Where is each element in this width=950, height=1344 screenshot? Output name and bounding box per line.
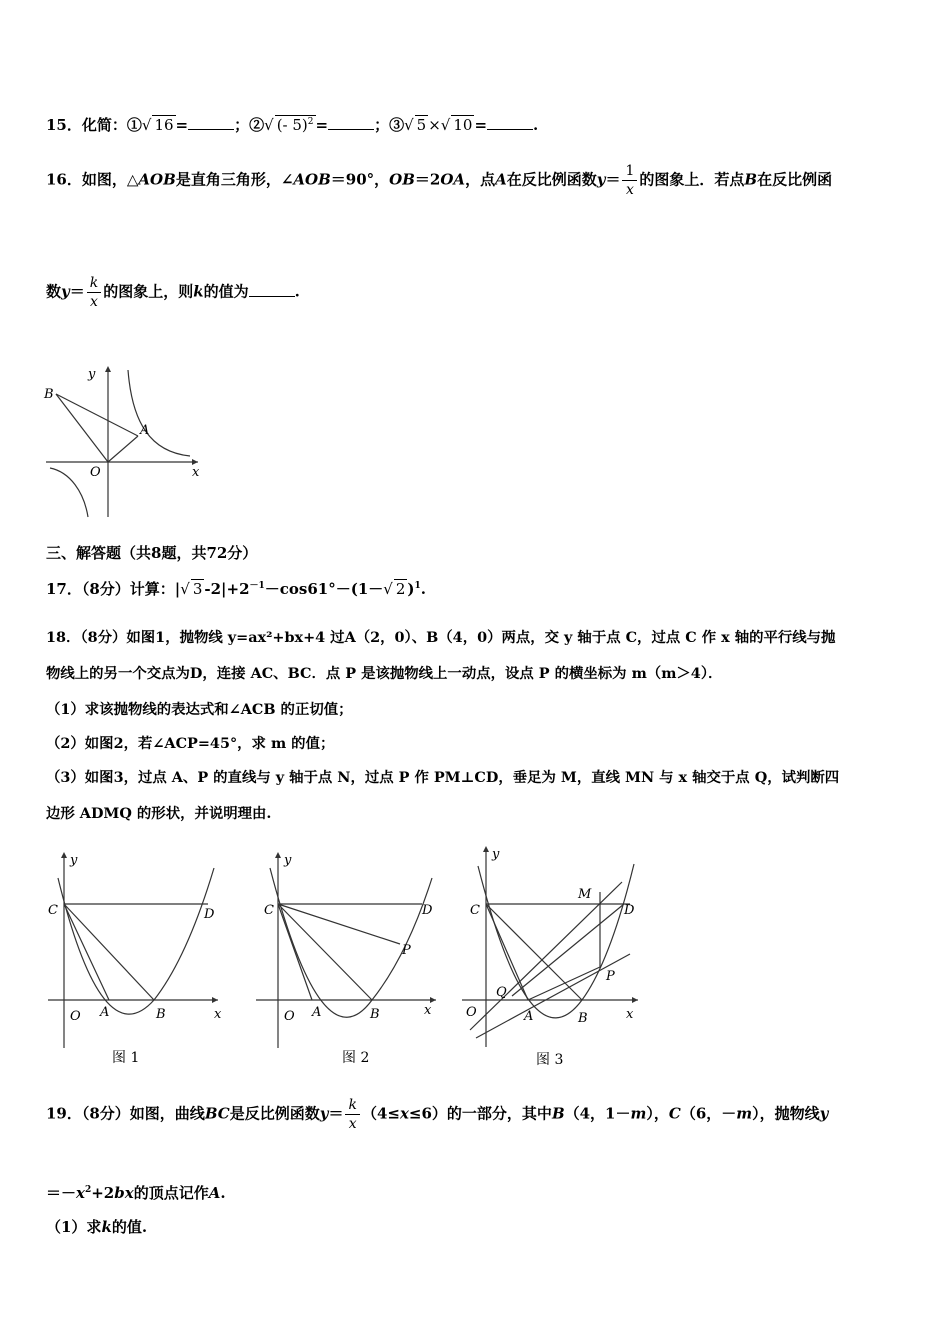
label-c: C [264,903,274,918]
label-b: B [370,1007,380,1022]
caption-figure-1: 图 1 [112,1050,140,1066]
segment-cb [278,904,372,1000]
segment-ca [278,904,312,1000]
segment-ap [528,967,600,1000]
sqrt-16: 16 [154,116,174,134]
sqrt-neg5-squared: (- 5)$^2$ [276,116,314,134]
segment-bo [56,394,108,462]
label-x: x [214,1007,222,1022]
question-19-part-1: （1）求k的值. [46,1218,148,1236]
hyperbola-branch-2 [50,468,88,517]
answer-blank-1 [188,117,234,130]
segment-ba [56,394,138,436]
label-q: Q [496,985,507,1000]
fraction-1-over-x: $\frac{1}{x}$ [622,162,637,199]
label-o: O [466,1005,477,1020]
figure-16 [40,362,210,522]
question-17: 17．（8分）计算：|√ 3 $-2|+2^{-1}-\cos 61^\circ-(1-√$ 2 )$^1$. [46,580,426,598]
question-15: 15．化简：①√ 16 = ；②√ (- 5)$^2$ = ；③√ 5 ×√ 10 = . [46,116,539,134]
label-y: y [70,853,78,868]
question-16-line-2: 数y＝ $\frac{k}{x}$ 的图象上，则k的值为 . [46,275,300,310]
answer-blank-2 [328,117,374,130]
fraction-k-over-x-19: $\frac{k}{x}$ [345,1096,359,1133]
question-18-line-2: 物线上的另一个交点为D，连接 AC、BC．点 P 是该抛物线上一动点，设点 P 的横坐标为 m（m＞4）． [46,665,723,682]
sqrt-10: 10 [453,116,473,134]
segment-ca [64,904,109,1000]
label-p: P [402,943,411,958]
x-arrow-icon [212,997,218,1003]
label-a: A [140,423,150,438]
figure-18-3 [458,842,648,1072]
label-d: D [204,907,215,922]
caption-figure-3: 图 3 [536,1052,564,1068]
answer-blank-3 [487,117,533,130]
label-m: M [578,887,592,902]
caption-figure-2: 图 2 [342,1050,370,1066]
question-18-part-2: （2）如图2，若∠ACP=45°，求 m 的值； [46,735,335,752]
label-a: A [312,1005,322,1020]
y-arrow-icon [61,852,67,858]
figure-18-1 [42,848,232,1073]
figure-18-2 [252,848,447,1073]
label-b: B [578,1011,588,1026]
label-d: D [624,903,635,918]
label-o: O [284,1009,295,1024]
question-18-part-3: （3）如图3，过点 A、P 的直线与 y 轴于点 N，过点 P 作 PM⊥CD，垂足为 M，直线 MN 与 x 轴交于点 Q，试判断四 [46,769,840,786]
label-b: B [156,1007,166,1022]
label-o: O [90,465,101,480]
label-b: B [44,387,54,402]
label-a: A [524,1009,534,1024]
label-o: O [70,1009,81,1024]
section-3-heading: 三、解答题（共8题，共72分） [46,544,258,562]
label-y: y [284,853,292,868]
label-d: D [422,903,433,918]
segment-cp [278,904,400,944]
label-x: x [424,1003,432,1018]
segment-cb [64,904,154,1000]
y-arrow-icon [105,366,111,372]
sqrt-3: 3 [192,580,203,598]
y-arrow-icon [275,852,281,858]
label-x: x [626,1007,634,1022]
y-arrow-icon [483,846,489,852]
question-18-part-3-cont: 边形 ADMQ 的形状，并说明理由. [46,805,272,822]
label-y: y [492,847,500,862]
label-x: x [192,465,200,480]
segment-oa [108,436,138,462]
label-p: P [606,969,615,984]
x-arrow-icon [632,997,638,1003]
label-a: A [100,1005,110,1020]
label-y: y [88,367,96,382]
label-c: C [470,903,480,918]
label-c: C [48,903,58,918]
question-19-line-2: $=-x^2+2bx$的顶点记作A. [46,1184,226,1202]
sqrt-2: 2 [395,580,406,598]
segment-ca [486,904,528,1000]
question-18-part-1: （1）求该抛物线的表达式和∠ACB 的正切值； [46,701,353,718]
hyperbola-branch-1 [128,370,190,456]
question-18-line-1: 18．（8分）如图1，抛物线 y=ax²+bx+4 过A（2，0）、B（4，0）两点，交 y 轴于点 C，过点 C 作 x 轴的平行线与抛 [46,629,836,646]
question-19-line-1: 19．（8分）如图，曲线BC是反比例函数y＝ $\frac{k}{x}$ （4≤x≤6）的一部分，其中B（4，1－m），C（6，－m），抛物线y [46,1097,829,1132]
question-16-line-1: 16．如图，△AOB是直角三角形，∠AOB＝90°，OB＝2OA，点A在反比例函数y＝ $\frac{1}{x}$ 的图象上．若点B在反比例函 [46,163,833,198]
answer-blank-16 [249,284,295,297]
sqrt-5: 5 [416,116,427,134]
fraction-k-over-x: $\frac{k}{x}$ [87,274,101,311]
